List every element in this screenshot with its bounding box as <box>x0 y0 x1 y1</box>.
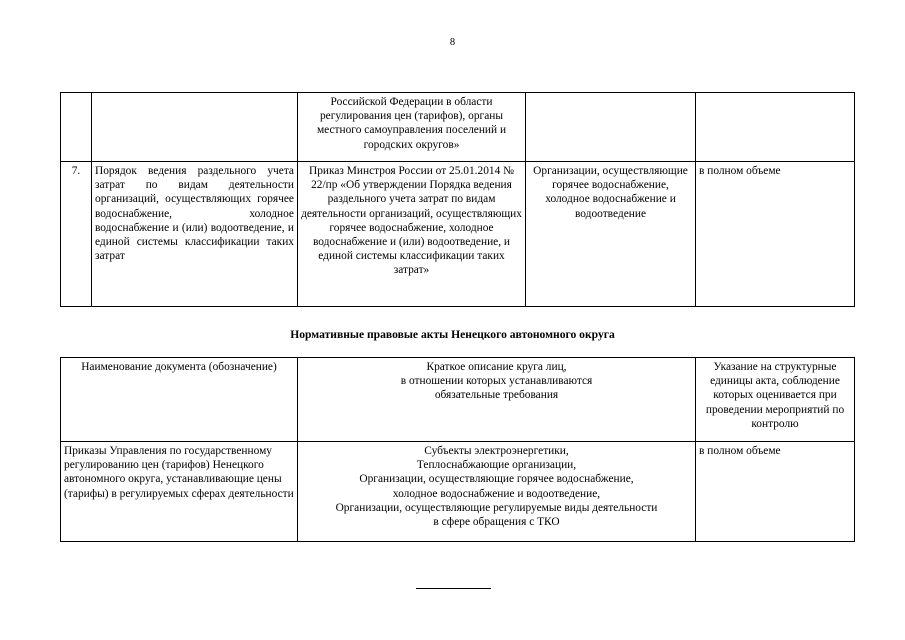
desc-line: Организации, осуществляющие горячее водоснабжение, <box>359 473 634 486</box>
header-desc-line: Краткое описание круга лиц, <box>426 361 567 373</box>
subjects-cell: Организации, осуществляющие горячее водоснабжение, холодное водоснабжение и водоотведение <box>526 162 696 307</box>
scope-cell: в полном объеме <box>696 162 855 307</box>
desc-line: Субъекты электроэнергетики, <box>424 445 569 457</box>
requirement-cell <box>92 93 298 162</box>
header-desc <box>298 358 696 442</box>
header-row <box>61 358 855 442</box>
subjects-cell <box>526 93 696 162</box>
scope-cell: в полном объеме <box>696 442 855 542</box>
regional-acts-table <box>60 357 855 542</box>
desc-line: холодное водоснабжение и водоотведение, <box>392 487 601 500</box>
act-cell: Российской Федерации в области регулирования цен (тарифов), органы местного самоуправления поселений и городских округов» <box>298 93 526 162</box>
table-row <box>61 442 855 542</box>
table-row <box>61 93 855 162</box>
header-desc-line: в отношении которых устанавливаются <box>400 375 593 388</box>
page-number: 8 <box>449 37 456 48</box>
desc-line: в сфере обращения с ТКО <box>433 516 560 529</box>
federal-acts-table <box>60 92 855 307</box>
table-row <box>61 162 855 307</box>
row-number-cell <box>61 93 92 162</box>
desc-line: Организации, осуществляющие регулируемые виды деятельности <box>335 501 658 514</box>
footer-divider <box>416 588 491 589</box>
desc-line: Теплоснабжающие организации, <box>416 459 577 472</box>
scope-cell <box>696 93 855 162</box>
desc-cell <box>298 442 696 542</box>
row-number-cell: 7. <box>61 162 92 307</box>
section-title: Нормативные правовые акты Ненецкого автономного округа <box>290 328 615 341</box>
act-cell: Приказ Минстроя России от 25.01.2014 № 22/пр «Об утверждении Порядка ведения раздельного учета затрат по видам деятельности организаций, осуществляющих горячее водоснабжение, холодное водоснабжение и (или) водоотведение, и единой системы классификации таких затрат» <box>298 162 526 307</box>
doc-cell: Приказы Управления по государственному регулированию цен (тарифов) Ненецкого автономного округа, устанавливающие цены (тарифы) в регулируемых сферах деятельности <box>61 442 298 542</box>
header-doc: Наименование документа (обозначение) <box>61 358 298 442</box>
header-units: Указание на структурные единицы акта, соблюдение которых оценивается при проведении мероприятий по контролю <box>696 358 855 442</box>
requirement-cell: Порядок ведения раздельного учета затрат по видам деятельности организаций, осуществляющих горячее водоснабжение, холодное водоснабжение и (или) водоотведение, и единой системы классификации таких затрат <box>92 162 298 307</box>
header-desc-line: обязательные требования <box>434 389 559 402</box>
